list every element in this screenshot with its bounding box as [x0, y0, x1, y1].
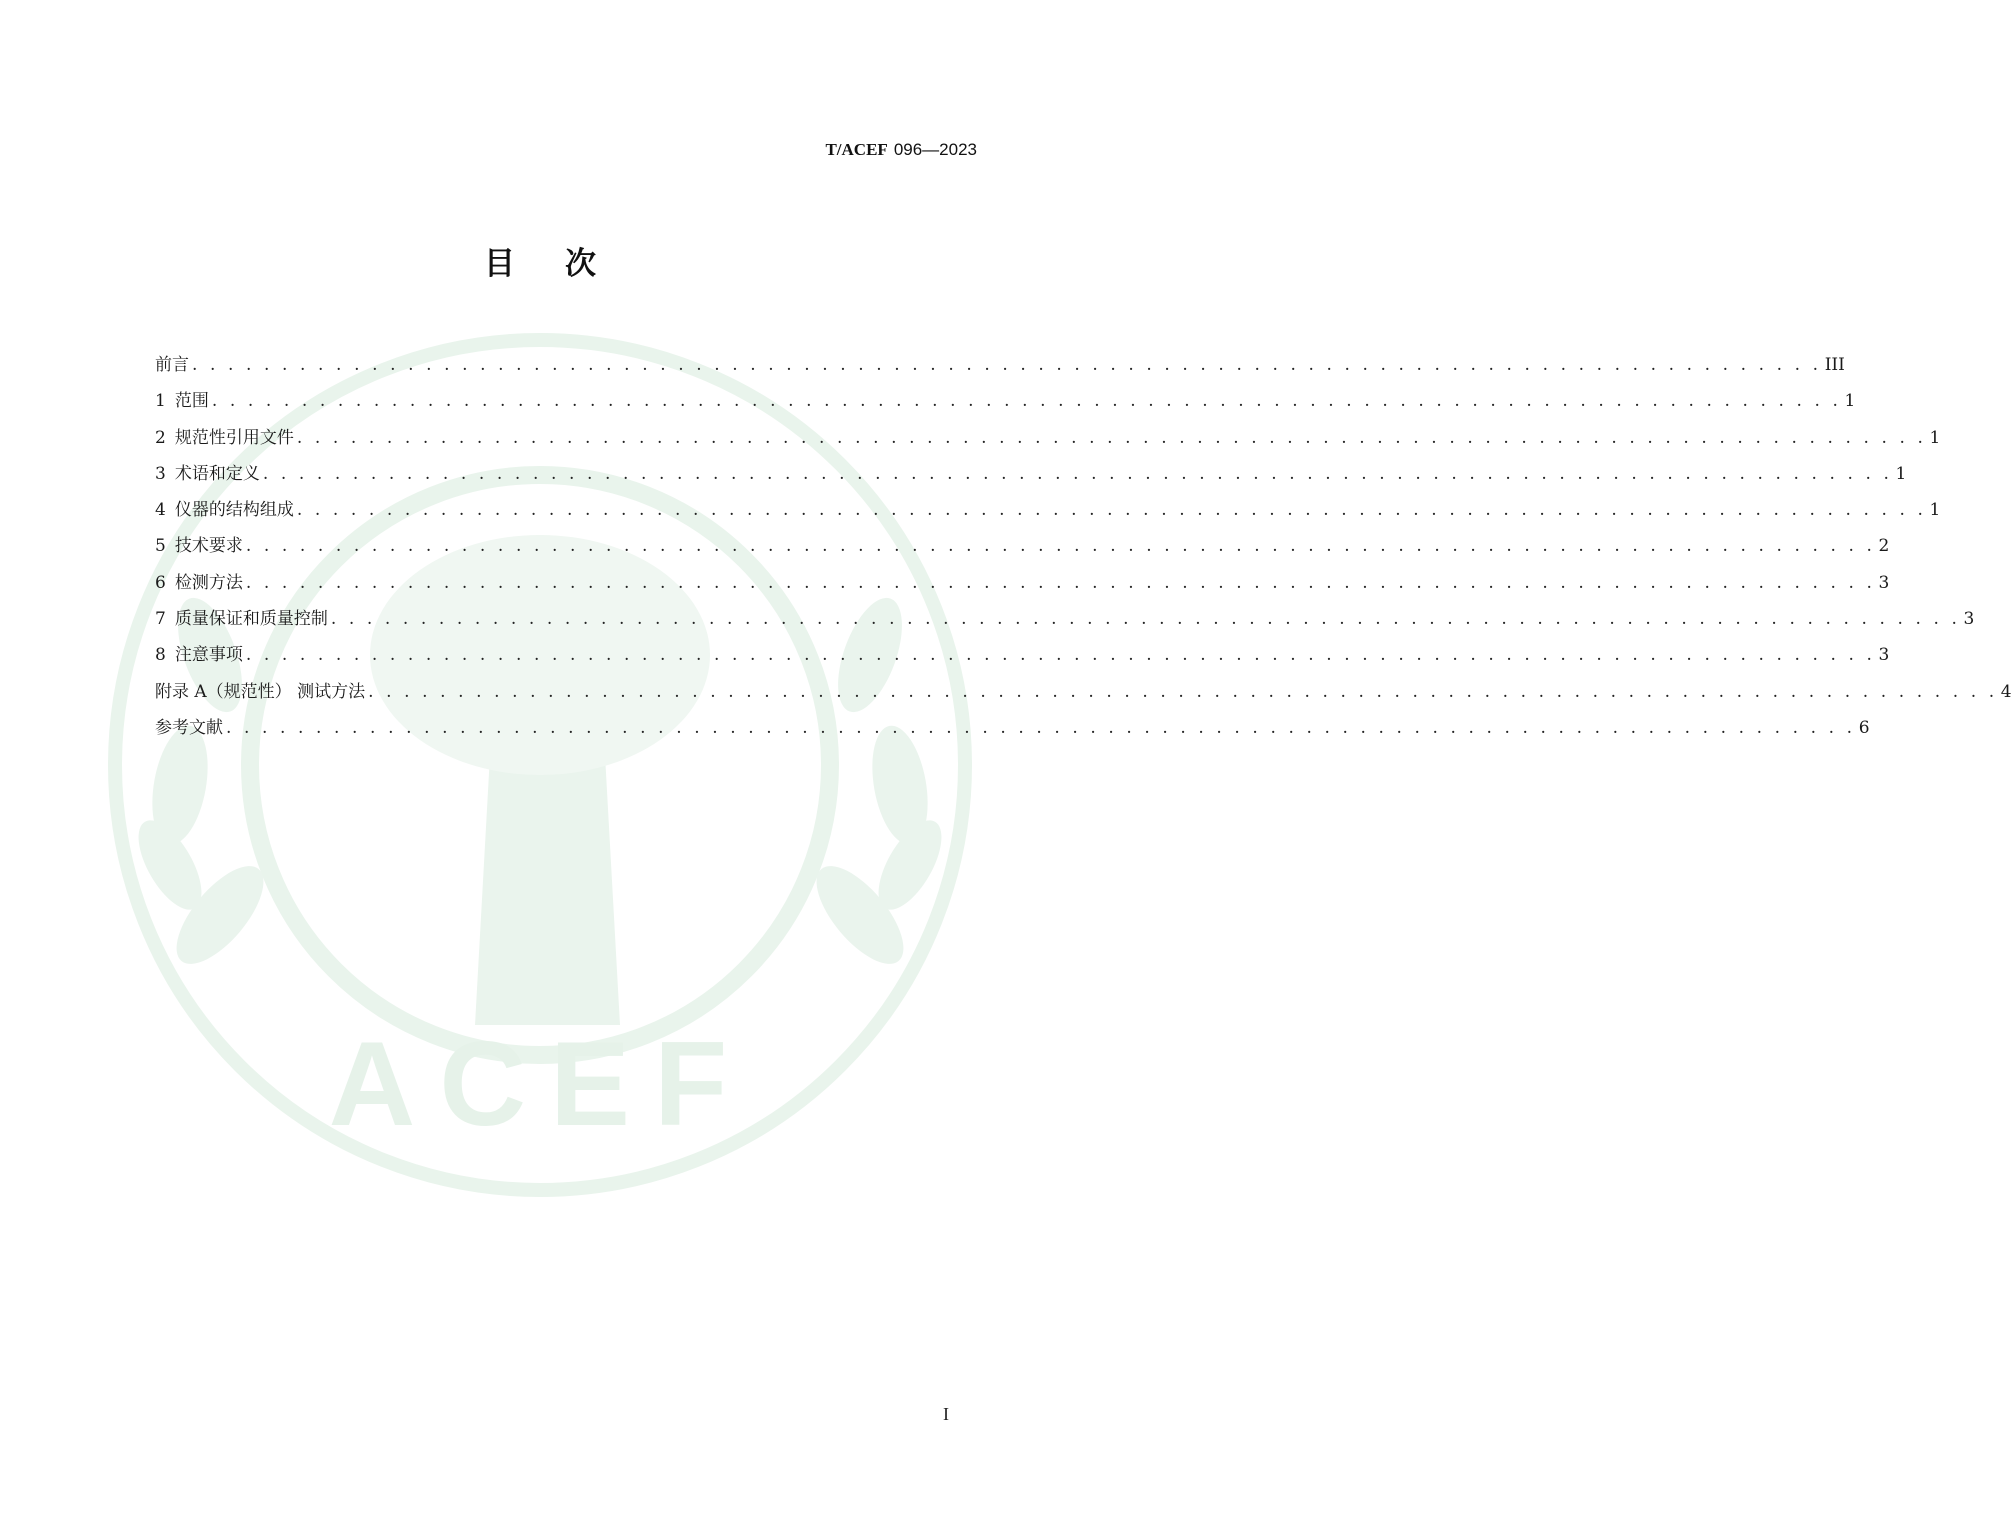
toc-entry-label: 技术要求 [174, 536, 243, 557]
leader-dots: . . . . . . . . . . . . . . . . . . . . . . . . . . . . . . . . . . . . . . . . . . . . . . . . . . . . . . . . . . . . . . . . . . . . . . . . . . . . . . . . . . . . . . . . . . . [296, 500, 1927, 521]
toc-entry[interactable] [155, 528, 1890, 564]
toc-entry-page: III [1824, 355, 1845, 375]
toc-entry-number: 6 [155, 572, 166, 593]
toc-entry[interactable] [155, 492, 1941, 528]
toc-entry-label: 前言 [155, 355, 189, 375]
watermark-text: ACEF [328, 1017, 752, 1151]
standard-code [825, 140, 977, 160]
toc-entry-page: 4 [2000, 681, 2012, 702]
leader-dots: . . . . . . . . . . . . . . . . . . . . . . . . . . . . . . . . . . . . . . . . . . . . . . . . . . . . . . . . . . . . . . . . . . . . . . . . . . . . . . . . . . . . . . . . . . . [245, 645, 1876, 666]
toc-entry[interactable] [155, 601, 1975, 637]
toc-entry[interactable] [155, 637, 1890, 673]
toc-entry[interactable] [155, 420, 1941, 456]
table-of-contents [155, 347, 2012, 746]
toc-entry-number: 3 [155, 463, 166, 484]
toc-entry[interactable] [155, 674, 2012, 710]
leader-dots: . . . . . . . . . . . . . . . . . . . . . . . . . . . . . . . . . . . . . . . . . . . . . . . . . . . . . . . . . . . . . . . . . . . . . . . . . . . . . . . . . . . . . . . . . . . [192, 355, 1822, 375]
leader-dots: . . . . . . . . . . . . . . . . . . . . . . . . . . . . . . . . . . . . . . . . . . . . . . . . . . . . . . . . . . . . . . . . . . . . . . . . . . . . . . . . . . . . . . . . . . . [368, 681, 1998, 702]
toc-entry-label: 仪器的结构组成 [174, 500, 294, 521]
toc-entry-page: 3 [1878, 572, 1890, 593]
toc-entry-page: 2 [1878, 536, 1890, 557]
toc-entry-number: 7 [155, 609, 166, 630]
toc-entry-label: 术语和定义 [174, 463, 260, 484]
toc-entry-label: 范围 [174, 391, 209, 412]
toc-entry-page: 3 [1878, 645, 1890, 666]
toc-entry[interactable] [155, 456, 1907, 492]
toc-entry-page: 1 [1895, 463, 1907, 484]
page-number: I [943, 1404, 949, 1424]
toc-entry-label: 质量保证和质量控制 [174, 609, 328, 630]
leader-dots: . . . . . . . . . . . . . . . . . . . . . . . . . . . . . . . . . . . . . . . . . . . . . . . . . . . . . . . . . . . . . . . . . . . . . . . . . . . . . . . . . . . . . . . . . . . [262, 463, 1893, 484]
standard-number: 096—2023 [893, 140, 977, 159]
toc-entry-number: 2 [155, 427, 166, 448]
toc-entry-label: 检测方法 [174, 572, 243, 593]
toc-entry[interactable] [155, 383, 1856, 419]
toc-entry-label: 附录 A（规范性） 测试方法 [155, 681, 366, 702]
toc-entry-page: 1 [1844, 391, 1856, 412]
toc-entry-page: 6 [1858, 717, 1870, 738]
leader-dots: . . . . . . . . . . . . . . . . . . . . . . . . . . . . . . . . . . . . . . . . . . . . . . . . . . . . . . . . . . . . . . . . . . . . . . . . . . . . . . . . . . . . . . . . . . . [245, 572, 1876, 593]
leader-dots: . . . . . . . . . . . . . . . . . . . . . . . . . . . . . . . . . . . . . . . . . . . . . . . . . . . . . . . . . . . . . . . . . . . . . . . . . . . . . . . . . . . . . . . . . . . [330, 609, 1961, 630]
toc-entry[interactable] [155, 565, 1890, 601]
leader-dots: . . . . . . . . . . . . . . . . . . . . . . . . . . . . . . . . . . . . . . . . . . . . . . . . . . . . . . . . . . . . . . . . . . . . . . . . . . . . . . . . . . . . . . . . . . . [211, 391, 1842, 412]
toc-entry[interactable] [155, 347, 1845, 383]
leader-dots: . . . . . . . . . . . . . . . . . . . . . . . . . . . . . . . . . . . . . . . . . . . . . . . . . . . . . . . . . . . . . . . . . . . . . . . . . . . . . . . . . . . . . . . . . . . [245, 536, 1876, 557]
toc-entry-page: 1 [1929, 500, 1941, 521]
leader-dots: . . . . . . . . . . . . . . . . . . . . . . . . . . . . . . . . . . . . . . . . . . . . . . . . . . . . . . . . . . . . . . . . . . . . . . . . . . . . . . . . . . . . . . . . . . . [296, 427, 1927, 448]
toc-entry-page: 1 [1929, 427, 1941, 448]
toc-entry-page: 3 [1963, 609, 1975, 630]
leader-dots: . . . . . . . . . . . . . . . . . . . . . . . . . . . . . . . . . . . . . . . . . . . . . . . . . . . . . . . . . . . . . . . . . . . . . . . . . . . . . . . . . . . . . . . . . . . [226, 717, 1856, 738]
toc-entry[interactable] [155, 710, 1870, 746]
toc-entry-number: 8 [155, 645, 166, 666]
standard-prefix: T/ACEF [825, 140, 888, 159]
toc-entry-label: 注意事项 [174, 645, 243, 666]
toc-entry-number: 5 [155, 536, 166, 557]
toc-entry-number: 4 [155, 500, 166, 521]
toc-entry-label: 规范性引用文件 [174, 427, 294, 448]
toc-entry-label: 参考文献 [155, 717, 223, 738]
page-title: 目次 [484, 246, 646, 282]
toc-entry-number: 1 [155, 391, 166, 412]
